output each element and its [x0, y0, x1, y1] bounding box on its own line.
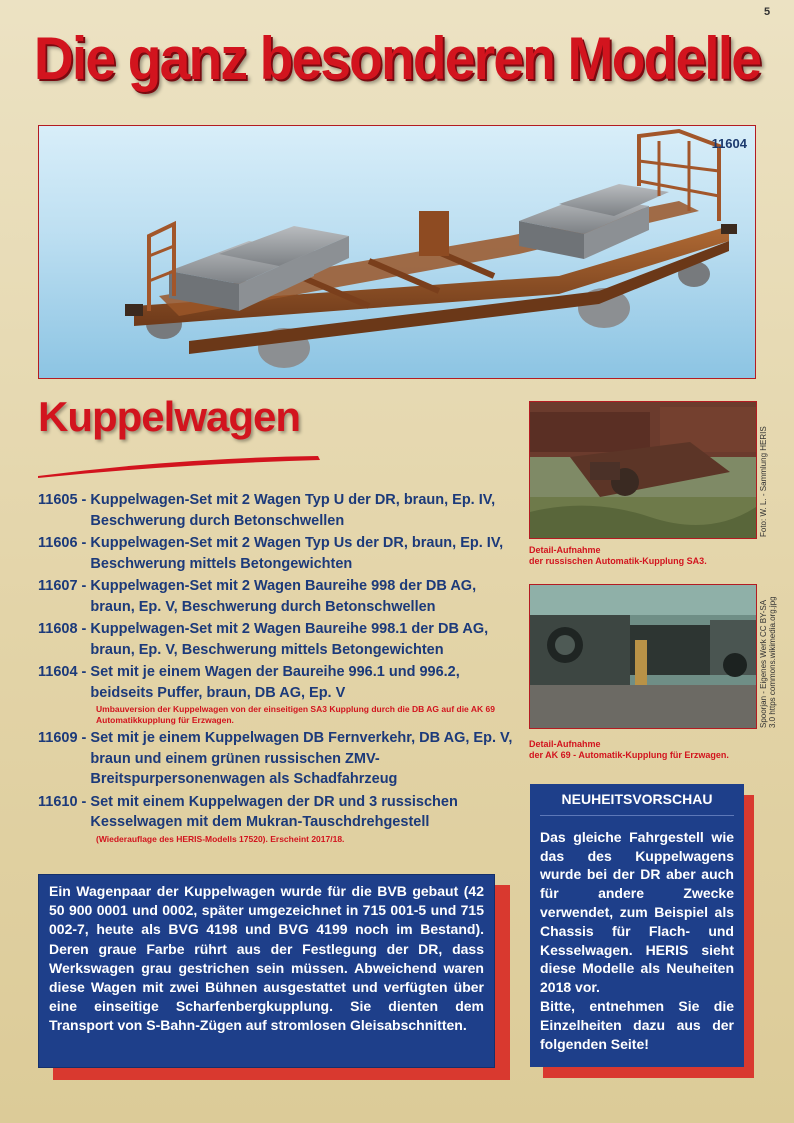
list-item: 11605 - Kuppelwagen-Set mit 2 Wagen Typ U der DR, braun, Ep. IV, Beschwerung durch Betonschwellen: [38, 490, 518, 531]
product-list: [38, 490, 518, 847]
photo1-credit: Foto: W. L. - Sammlung HERIS: [759, 426, 768, 537]
item-note: (Wiederauflage des HERIS-Modells 17520). Erscheint 2017/18.: [96, 833, 345, 844]
hero-model-number: 11604: [711, 136, 747, 151]
list-item: 11608 - Kuppelwagen-Set mit 2 Wagen Baureihe 998.1 der DB AG, braun, Ep. V, Beschwerung mittels Betongewichten: [38, 619, 518, 660]
page-number: 5: [764, 6, 771, 18]
list-item: 11607 - Kuppelwagen-Set mit 2 Wagen Baureihe 998 der DB AG, braun, Ep. V, Beschwerung durch Betonschwellen: [38, 576, 518, 617]
neuheiten-text-2: Bitte, entnehmen Sie die Einzelheiten dazu aus der folgenden Seite!: [540, 997, 734, 1052]
item-note: Umbauversion der Kuppelwagen von der einseitigen SA3 Kupplung durch die DB AG auf die AK 69 Automatikkupplung für Erzwagen.: [96, 704, 495, 725]
item-code: 11610: [38, 793, 78, 810]
section-title: Kuppelwagen: [38, 393, 301, 440]
photo2-caption: Detail-Aufnahme der AK 69 - Automatik-Kupplung für Erzwagen.: [529, 739, 729, 760]
item-text: Set mit je einem Wagen der Baureihe 996.1 und 996.2, beidseits Puffer, braun, DB AG, Ep. V: [90, 664, 460, 701]
list-item: 11606 - Kuppelwagen-Set mit 2 Wagen Typ Us der DR, braun, Ep. IV, Beschwerung mittels Betongewichten: [38, 533, 518, 574]
bvb-info-box: Ein Wagenpaar der Kuppelwagen wurde für die BVB gebaut (42 50 900 0001 und 0002, später umgezeichnet in 715 001-5 und 715 002-7, heute als BVG 4198 und BVG 4199 noch im Bestand). Deren graue Farbe rührt aus der Festlegung der DR, dass Werkswagen grau gestrichen sein müssen. Abweichend waren diese Wagen mit zwei Bühnen ausgestattet und verfügten über eine einseitige Scharfenbergkupplung. Sie dienten dem Transport von S-Bahn-Zügen auf stromlosen Gleisabschnitten.: [38, 874, 495, 1068]
item-code: 11609: [38, 730, 78, 746]
item-text: Kuppelwagen-Set mit 2 Wagen Baureihe 998 der DB AG, braun, Ep. V, Beschwerung durch Betonschwellen: [90, 578, 477, 615]
photo2-credit: Spoorjan - Eigenes Werk CC BY-SA 3.0 https commons.wikimedia.org.jpg: [759, 596, 777, 728]
photo1-caption: Detail-Aufnahme der russischen Automatik-Kupplung SA3.: [529, 545, 707, 566]
flat-wagon-illustration: [39, 126, 755, 378]
item-code: 11604: [38, 664, 78, 680]
item-code: 11608: [38, 621, 78, 637]
list-item: 11609 - Set mit je einem Kuppelwagen DB Fernverkehr, DB AG, Ep. V, braun und einem grünen russischen ZMV-Breitspurpersonenwagen als Schadfahrzeug: [38, 728, 518, 790]
item-code: 11605: [38, 492, 78, 508]
headline: Die ganz besonderen Modelle: [33, 25, 761, 92]
neuheiten-title: NEUHEITSVORSCHAU: [540, 790, 734, 816]
item-text: Kuppelwagen-Set mit 2 Wagen Typ Us der DR, braun, Ep. IV, Beschwerung mittels Betongewichten: [90, 535, 504, 572]
item-code: 11606: [38, 535, 78, 551]
list-item: 11610 - Set mit einem Kuppelwagen der DR und 3 russischen Kesselwagen mit dem Mukran-Tauschdrehgestell (Wiederauflage des HERIS-Modells 17520). Erscheint 2017/18.: [38, 792, 518, 845]
photo-ak69-coupling: [529, 584, 757, 729]
title-swoosh-decoration: [38, 450, 323, 480]
item-text: Set mit je einem Kuppelwagen DB Fernverkehr, DB AG, Ep. V, braun und einem grünen russischen ZMV-Breitspurpersonenwagen als Schadfahrzeug: [90, 730, 513, 787]
item-text: Kuppelwagen-Set mit 2 Wagen Typ U der DR, braun, Ep. IV, Beschwerung durch Betonschwellen: [90, 492, 496, 529]
list-item: 11604 - Set mit je einem Wagen der Baureihe 996.1 und 996.2, beidseits Puffer, braun, DB AG, Ep. V Umbauversion der Kuppelwagen von der einseitigen SA3 Kupplung durch die DB AG auf die AK 69 Automatikkupplung für Erzwagen.: [38, 662, 518, 726]
hero-image: [38, 125, 756, 379]
item-text: Kuppelwagen-Set mit 2 Wagen Baureihe 998.1 der DB AG, braun, Ep. V, Beschwerung mittels Betongewichten: [90, 621, 489, 658]
neuheiten-text: Das gleiche Fahrgestell wie das des Kuppelwagens wurde bei der DR aber auch für andere Zwecke verwendet, zum Beispiel als Chassis für Flach- und Kesselwagen. HERIS sieht diese Modelle als Neuheiten 2018 vor.: [540, 828, 734, 996]
item-code: 11607: [38, 578, 78, 594]
neuheiten-box: [530, 784, 744, 1067]
photo-sa3-coupling: [529, 401, 757, 539]
item-text: Set mit einem Kuppelwagen der DR und 3 russischen Kesselwagen mit dem Mukran-Tauschdrehgestell: [90, 793, 458, 830]
